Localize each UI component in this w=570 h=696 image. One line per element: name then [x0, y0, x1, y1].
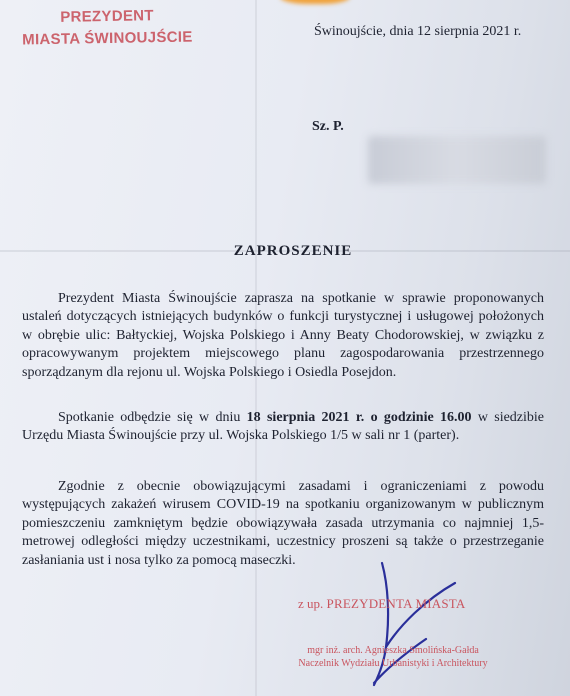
signer-title	[298, 596, 465, 612]
addressee-label: Sz. P.	[312, 119, 344, 134]
stamp-line: MIASTA ŚWINOUJŚCIE	[22, 28, 193, 49]
meeting-text: Spotkanie odbędzie się w dniu	[58, 410, 247, 425]
signer-prefix: z up.	[298, 596, 327, 611]
official-stamp	[22, 5, 193, 52]
letter-title: ZAPROSZENIE	[233, 243, 353, 259]
letter-date: Świnoujście, dnia 12 sierpnia 2021 r.	[314, 24, 522, 39]
paragraph-meeting-details	[22, 409, 544, 446]
signer-name: mgr inż. arch. Agnieszka Smolińska-Gałda	[307, 645, 479, 656]
signer-role: PREZYDENTA MIASTA	[326, 596, 466, 611]
paragraph-invitation: Prezydent Miasta Świnoujście zaprasza na spotkanie w sprawie proponowanych ustaleń dotyczących istniejących budynków o funkcji turystycznej i usługowej położonych w obrębie ulic: Bałtyckiej, Wojska Polskiego i Anny Beaty Chodorowskiej, w związku z opracowywanym projektem miejscowego planu zagospodarowania przestrzennego sporządzanym dla rejonu ul. Wojska Polskiego i Osiedla Posejdon.	[22, 291, 544, 380]
paragraph-covid-rules: Zgodnie z obecnie obowiązującymi zasadami i ograniczeniami z powodu występujących zakażeń wirusem COVID-19 na spotkaniu organizowanym w publicznym pomieszczeniu zamkniętym będzie obowiązywała zasada utrzymania co najmniej 1,5-metrowej odległości między uczestnikami, uczestnicy proszeni są także o przestrzeganie zasłaniania ust i nosa tylko za pomocą maseczki.	[22, 479, 544, 568]
signer-details	[288, 644, 498, 670]
stamp-line: PREZYDENT	[60, 7, 154, 26]
meeting-date-time: 18 sierpnia 2021 r. o godzinie 16.00	[246, 410, 472, 425]
orange-object	[280, 0, 350, 4]
redacted-addressee	[368, 136, 546, 184]
meeting-text: w siedzibie Urzędu Miasta Świnoujście przy ul. Wojska Polskiego 1/5 w sali nr 1 (parter).	[22, 410, 545, 444]
signer-position: Naczelnik Wydziału Urbanistyki i Architektury	[298, 658, 488, 669]
